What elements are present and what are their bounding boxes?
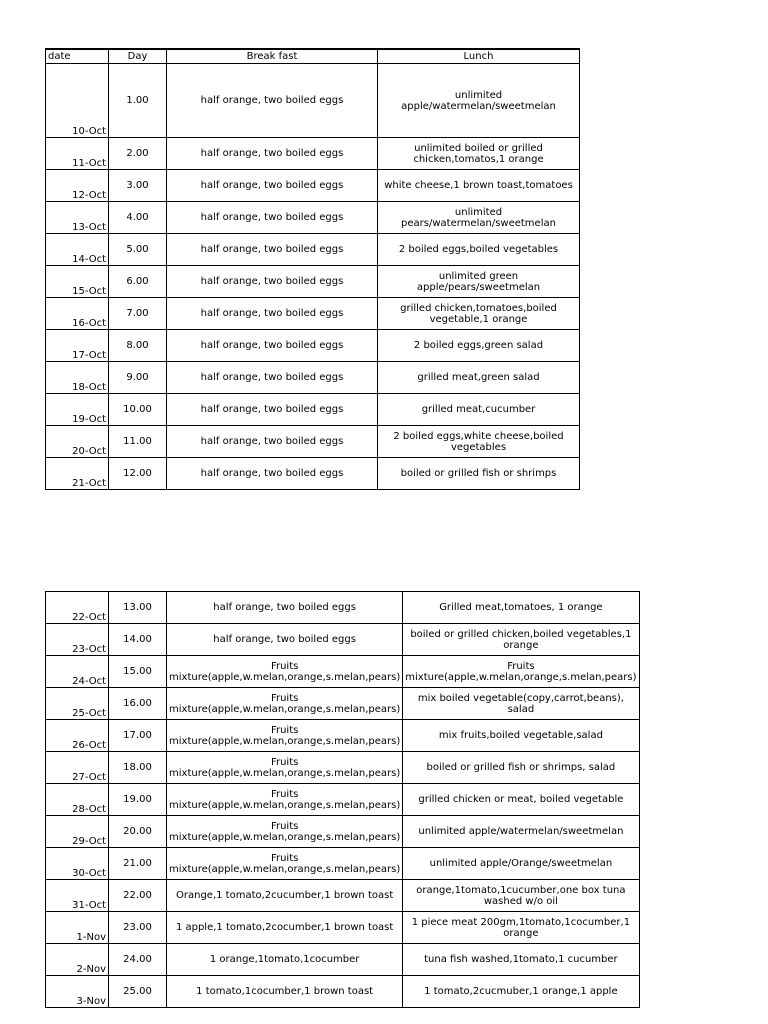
day-cell[interactable]: 25.00: [109, 976, 167, 1008]
table-row: [46, 688, 640, 720]
date-cell[interactable]: 30-Oct: [46, 848, 109, 880]
lunch-cell-text: 1 tomato,2cucmuber,1 orange,1 apple: [424, 986, 618, 997]
header-breakfast[interactable]: Break fast: [167, 49, 378, 64]
header-row: [46, 49, 580, 64]
date-cell[interactable]: 10-Oct: [46, 64, 109, 138]
date-cell[interactable]: 20-Oct: [46, 426, 109, 458]
breakfast-cell[interactable]: [167, 656, 403, 688]
day-cell[interactable]: 13.00: [109, 592, 167, 624]
date-cell[interactable]: 2-Nov: [46, 944, 109, 976]
date-cell[interactable]: 11-Oct: [46, 138, 109, 170]
date-cell[interactable]: 26-Oct: [46, 720, 109, 752]
day-cell[interactable]: 11.00: [109, 426, 167, 458]
date-cell[interactable]: 19-Oct: [46, 394, 109, 426]
breakfast-cell[interactable]: [167, 202, 378, 234]
breakfast-cell[interactable]: [167, 426, 378, 458]
table-row: [46, 170, 580, 202]
date-cell[interactable]: 25-Oct: [46, 688, 109, 720]
lunch-cell-text: 2 boiled eggs,white cheese,boiled vegetables: [393, 430, 564, 453]
lunch-cell-text: unlimited pears/watermelan/sweetmelan: [401, 206, 556, 229]
breakfast-cell-text: half orange, two boiled eggs: [200, 372, 344, 383]
table-row: [46, 394, 580, 426]
lunch-cell-text: mix fruits,boiled vegetable,salad: [438, 730, 603, 741]
breakfast-cell[interactable]: [167, 138, 378, 170]
table-row: [46, 298, 580, 330]
breakfast-cell-text: half orange, two boiled eggs: [200, 340, 344, 351]
breakfast-cell-text: half orange, two boiled eggs: [200, 180, 344, 191]
lunch-cell-text: unlimited apple/watermelan/sweetmelan: [401, 89, 556, 112]
date-cell[interactable]: 16-Oct: [46, 298, 109, 330]
table-row: [46, 266, 580, 298]
table-row: [46, 848, 640, 880]
lunch-cell[interactable]: [378, 298, 580, 330]
breakfast-cell-text: half orange, two boiled eggs: [213, 602, 356, 613]
breakfast-cell-text: half orange, two boiled eggs: [213, 634, 356, 645]
table-row: [46, 784, 640, 816]
date-cell[interactable]: 29-Oct: [46, 816, 109, 848]
table-row: [46, 330, 580, 362]
breakfast-cell[interactable]: [167, 592, 403, 624]
breakfast-cell-text: half orange, two boiled eggs: [200, 436, 344, 447]
breakfast-cell[interactable]: [167, 266, 378, 298]
breakfast-cell[interactable]: [167, 944, 403, 976]
table-row: [46, 624, 640, 656]
breakfast-cell-text: Orange,1 tomato,2cucumber,1 brown toast: [176, 890, 394, 901]
breakfast-cell[interactable]: [167, 234, 378, 266]
lunch-cell[interactable]: [403, 688, 639, 720]
lunch-cell-text: grilled meat,cucumber: [421, 404, 536, 415]
breakfast-cell[interactable]: [167, 458, 378, 490]
day-cell[interactable]: 17.00: [109, 720, 167, 752]
breakfast-cell-text: Fruits mixture(apple,w.melan,orange,s.melan,pears): [169, 660, 401, 683]
date-cell[interactable]: 18-Oct: [46, 362, 109, 394]
table-row: [46, 816, 640, 848]
lunch-cell[interactable]: [378, 362, 580, 394]
lunch-cell-text: mix boiled vegetable(copy,carrot,beans), salad: [417, 692, 624, 715]
breakfast-cell[interactable]: [167, 976, 403, 1008]
lunch-cell-text: unlimited green apple/pears/sweetmelan: [416, 270, 541, 293]
meal-plan-table-2: [45, 591, 640, 1008]
date-cell[interactable]: 1-Nov: [46, 912, 109, 944]
table-row: [46, 138, 580, 170]
lunch-cell-text: boiled or grilled chicken,boiled vegetables,1 orange: [410, 628, 632, 651]
lunch-cell-text: tuna fish washed,1tomato,1 cucumber: [424, 954, 618, 965]
breakfast-cell-text: 1 apple,1 tomato,2cocumber,1 brown toast: [175, 922, 394, 933]
lunch-cell-text: Fruits mixture(apple,w.melan,orange,s.melan,pears): [405, 660, 637, 683]
table-row: [46, 912, 640, 944]
lunch-cell[interactable]: [403, 720, 639, 752]
lunch-cell[interactable]: [378, 426, 580, 458]
lunch-cell[interactable]: [403, 912, 639, 944]
table-row: [46, 362, 580, 394]
breakfast-cell[interactable]: [167, 624, 403, 656]
day-cell[interactable]: 14.00: [109, 624, 167, 656]
lunch-cell-text: unlimited boiled or grilled chicken,tomatos,1 orange: [413, 142, 544, 165]
day-cell[interactable]: 24.00: [109, 944, 167, 976]
date-cell[interactable]: 15-Oct: [46, 266, 109, 298]
day-cell[interactable]: 23.00: [109, 912, 167, 944]
lunch-cell-text: unlimited apple/watermelan/sweetmelan: [418, 826, 624, 837]
date-cell[interactable]: 21-Oct: [46, 458, 109, 490]
table-row: [46, 656, 640, 688]
table-row: [46, 720, 640, 752]
lunch-cell-text: unlimited apple/Orange/sweetmelan: [429, 858, 613, 869]
lunch-cell-text: grilled chicken or meat, boiled vegetable: [418, 794, 624, 805]
breakfast-cell-text: half orange, two boiled eggs: [200, 95, 344, 106]
table-row: [46, 976, 640, 1008]
day-cell[interactable]: 5.00: [109, 234, 167, 266]
header-date[interactable]: date: [46, 49, 109, 64]
breakfast-cell[interactable]: [167, 784, 403, 816]
lunch-cell[interactable]: [403, 976, 639, 1008]
lunch-cell[interactable]: [403, 592, 639, 624]
date-cell[interactable]: 17-Oct: [46, 330, 109, 362]
lunch-cell[interactable]: [403, 624, 639, 656]
breakfast-cell[interactable]: [167, 298, 378, 330]
breakfast-cell[interactable]: [167, 912, 403, 944]
breakfast-cell-text: 1 tomato,1cocumber,1 brown toast: [196, 986, 374, 997]
lunch-cell[interactable]: [378, 64, 580, 138]
header-day[interactable]: Day: [109, 49, 167, 64]
breakfast-cell[interactable]: [167, 330, 378, 362]
breakfast-cell[interactable]: [167, 752, 403, 784]
lunch-cell-text: white cheese,1 brown toast,tomatoes: [384, 180, 573, 191]
lunch-cell-text: grilled chicken,tomatoes,boiled vegetable,1 orange: [400, 302, 557, 325]
breakfast-cell-text: half orange, two boiled eggs: [200, 308, 344, 319]
table-row: [46, 64, 580, 138]
breakfast-cell-text: 1 orange,1tomato,1cocumber: [209, 954, 360, 965]
lunch-cell-text: boiled or grilled fish or shrimps, salad: [426, 762, 616, 773]
lunch-cell[interactable]: [403, 848, 639, 880]
table-row: [46, 752, 640, 784]
lunch-cell[interactable]: [378, 138, 580, 170]
lunch-cell[interactable]: [378, 170, 580, 202]
breakfast-cell-text: Fruits mixture(apple,w.melan,orange,s.melan,pears): [169, 852, 401, 875]
lunch-cell[interactable]: [378, 458, 580, 490]
lunch-cell-text: Grilled meat,tomatoes, 1 orange: [439, 602, 603, 613]
date-cell[interactable]: 31-Oct: [46, 880, 109, 912]
lunch-cell[interactable]: [403, 656, 639, 688]
breakfast-cell[interactable]: [167, 848, 403, 880]
day-cell[interactable]: 21.00: [109, 848, 167, 880]
table-row: [46, 592, 640, 624]
day-cell[interactable]: 4.00: [109, 202, 167, 234]
day-cell[interactable]: 8.00: [109, 330, 167, 362]
lunch-cell[interactable]: [403, 880, 639, 912]
day-cell[interactable]: 2.00: [109, 138, 167, 170]
date-cell[interactable]: 13-Oct: [46, 202, 109, 234]
day-cell[interactable]: 6.00: [109, 266, 167, 298]
date-cell[interactable]: 14-Oct: [46, 234, 109, 266]
lunch-cell-text: 2 boiled eggs,boiled vegetables: [398, 244, 559, 255]
day-cell[interactable]: 7.00: [109, 298, 167, 330]
date-cell[interactable]: 22-Oct: [46, 592, 109, 624]
lunch-cell-text: 2 boiled eggs,green salad: [413, 340, 544, 351]
lunch-cell[interactable]: [378, 234, 580, 266]
table-row: [46, 234, 580, 266]
day-cell[interactable]: 15.00: [109, 656, 167, 688]
lunch-cell[interactable]: [378, 202, 580, 234]
breakfast-cell[interactable]: [167, 362, 378, 394]
day-cell[interactable]: 9.00: [109, 362, 167, 394]
table-row: [46, 880, 640, 912]
breakfast-cell[interactable]: [167, 720, 403, 752]
breakfast-cell-text: Fruits mixture(apple,w.melan,orange,s.melan,pears): [169, 788, 401, 811]
breakfast-cell-text: Fruits mixture(apple,w.melan,orange,s.melan,pears): [169, 692, 401, 715]
lunch-cell[interactable]: [403, 944, 639, 976]
date-cell[interactable]: 12-Oct: [46, 170, 109, 202]
breakfast-cell-text: Fruits mixture(apple,w.melan,orange,s.melan,pears): [169, 820, 401, 843]
table-row: [46, 202, 580, 234]
breakfast-cell[interactable]: [167, 688, 403, 720]
table-row: [46, 426, 580, 458]
lunch-cell[interactable]: [378, 330, 580, 362]
day-cell[interactable]: 3.00: [109, 170, 167, 202]
date-cell[interactable]: 3-Nov: [46, 976, 109, 1008]
breakfast-cell-text: half orange, two boiled eggs: [200, 148, 344, 159]
day-cell[interactable]: 16.00: [109, 688, 167, 720]
day-cell[interactable]: 12.00: [109, 458, 167, 490]
breakfast-cell-text: half orange, two boiled eggs: [200, 468, 344, 479]
lunch-cell[interactable]: [378, 266, 580, 298]
lunch-cell[interactable]: [378, 394, 580, 426]
breakfast-cell[interactable]: [167, 170, 378, 202]
date-cell[interactable]: 28-Oct: [46, 784, 109, 816]
lunch-cell[interactable]: [403, 816, 639, 848]
lunch-cell-text: 1 piece meat 200gm,1tomato,1cocumber,1 orange: [411, 916, 631, 939]
day-cell[interactable]: 20.00: [109, 816, 167, 848]
breakfast-cell-text: Fruits mixture(apple,w.melan,orange,s.melan,pears): [169, 756, 401, 779]
breakfast-cell-text: Fruits mixture(apple,w.melan,orange,s.melan,pears): [169, 724, 401, 747]
day-cell[interactable]: 22.00: [109, 880, 167, 912]
breakfast-cell-text: half orange, two boiled eggs: [200, 244, 344, 255]
date-cell[interactable]: 24-Oct: [46, 656, 109, 688]
header-lunch[interactable]: Lunch: [378, 49, 580, 64]
day-cell[interactable]: 19.00: [109, 784, 167, 816]
breakfast-cell[interactable]: [167, 816, 403, 848]
lunch-cell[interactable]: [403, 752, 639, 784]
day-cell[interactable]: 1.00: [109, 64, 167, 138]
date-cell[interactable]: 23-Oct: [46, 624, 109, 656]
lunch-cell-text: grilled meat,green salad: [417, 372, 540, 383]
breakfast-cell[interactable]: [167, 880, 403, 912]
day-cell[interactable]: 18.00: [109, 752, 167, 784]
table-row: [46, 458, 580, 490]
breakfast-cell-text: half orange, two boiled eggs: [200, 212, 344, 223]
date-cell[interactable]: 27-Oct: [46, 752, 109, 784]
table-row: [46, 944, 640, 976]
lunch-cell[interactable]: [403, 784, 639, 816]
breakfast-cell-text: half orange, two boiled eggs: [200, 276, 344, 287]
breakfast-cell[interactable]: [167, 64, 378, 138]
lunch-cell-text: boiled or grilled fish or shrimps: [400, 468, 557, 479]
meal-plan-table-1: [45, 48, 580, 490]
breakfast-cell-text: half orange, two boiled eggs: [200, 404, 344, 415]
breakfast-cell[interactable]: [167, 394, 378, 426]
day-cell[interactable]: 10.00: [109, 394, 167, 426]
lunch-cell-text: orange,1tomato,1cucumber,one box tuna washed w/o oil: [416, 884, 626, 907]
